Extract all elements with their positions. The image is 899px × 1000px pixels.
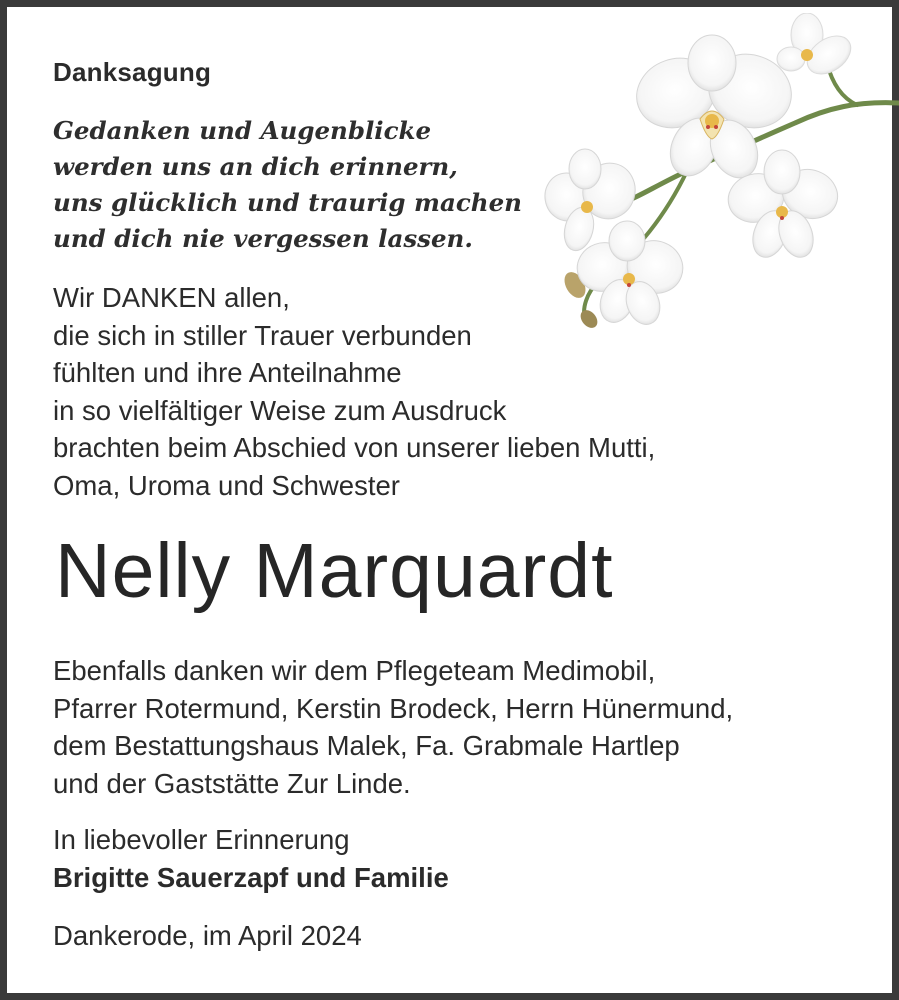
thanks-line: fühlten und ihre Anteilnahme [53, 357, 402, 388]
poem [53, 113, 522, 257]
thanks-line: Wir DANKEN allen, [53, 282, 290, 313]
extra-thanks-line: Ebenfalls danken wir dem Pflegeteam Medimobil, [53, 655, 656, 686]
orchid-image [527, 13, 899, 333]
deceased-name: Nelly Marquardt [55, 528, 614, 614]
extra-thanks-line: und der Gaststätte Zur Linde. [53, 767, 411, 799]
extra-thanks-paragraph [53, 652, 733, 802]
notice-heading: Danksagung [53, 57, 212, 87]
extra-thanks-line: Pfarrer Rotermund, Kerstin Brodeck, Herrn Hünermund, [53, 692, 734, 724]
closing-block [53, 821, 449, 896]
closing-phrase: In liebevoller Erinnerung [53, 824, 350, 855]
thanks-line: die sich in stiller Trauer verbunden [53, 319, 472, 351]
signer-name: Brigitte Sauerzapf und Familie [53, 861, 449, 893]
poem-line: uns glücklich und traurig machen [53, 188, 522, 217]
extra-thanks-line: dem Bestattungshaus Malek, Fa. Grabmale Hartlep [53, 730, 680, 761]
poem-line: werden uns an dich erinnern, [53, 152, 458, 181]
thanks-line: Oma, Uroma und Schwester [53, 469, 400, 501]
poem-line: Gedanken und Augenblicke [53, 116, 432, 145]
thanks-line: brachten beim Abschied von unserer lieben Mutti, [53, 432, 656, 463]
poem-line: und dich nie vergessen lassen. [53, 224, 473, 253]
thanks-line: in so vielfältiger Weise zum Ausdruck [53, 394, 507, 426]
place-date: Dankerode, im April 2024 [53, 920, 362, 951]
